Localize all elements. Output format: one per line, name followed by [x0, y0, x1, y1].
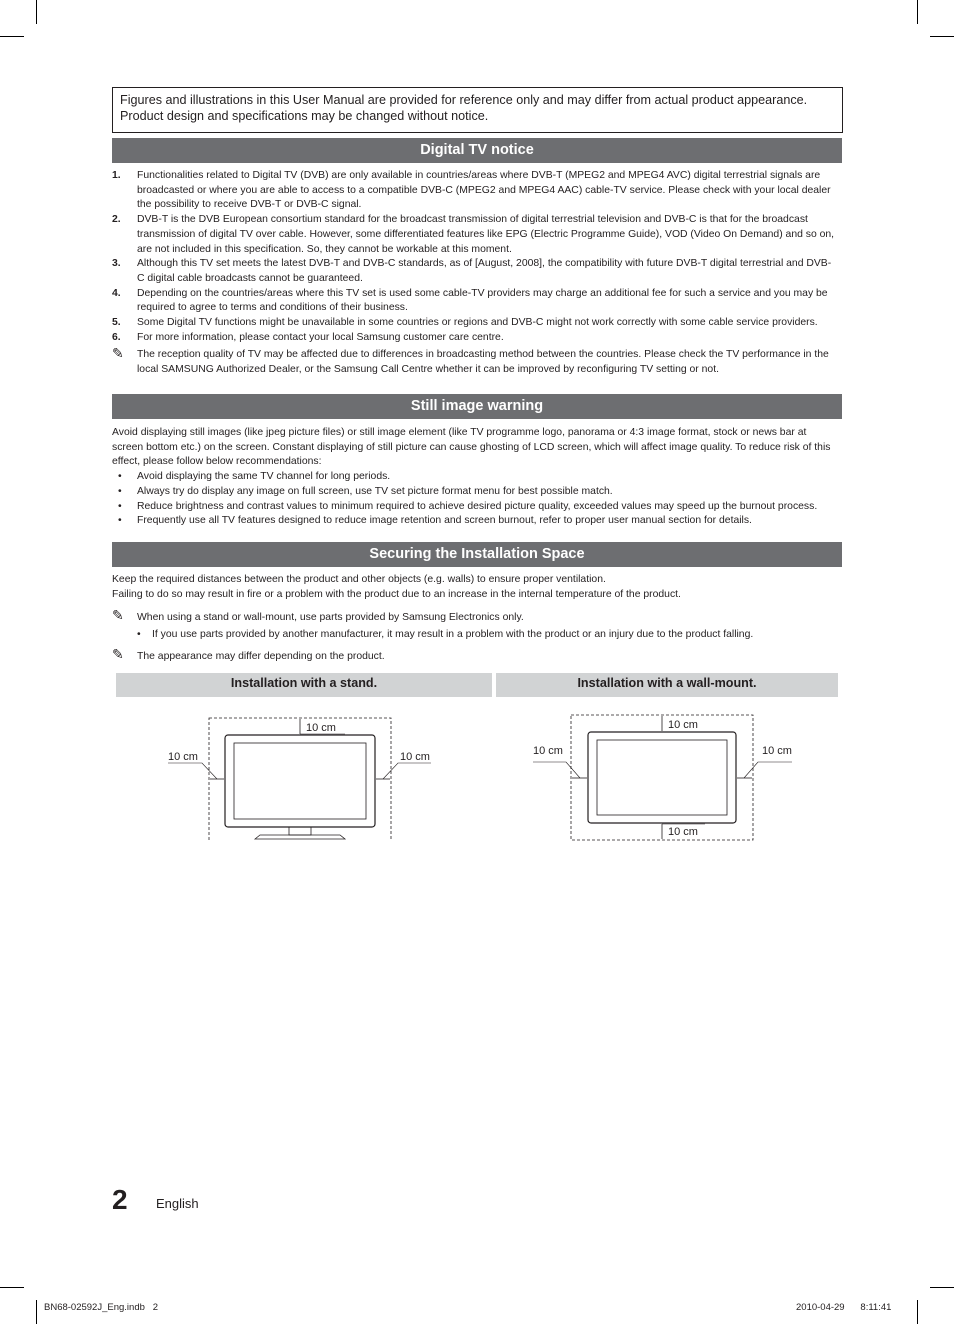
distance-label-right: 10 cm	[400, 751, 430, 763]
note-item	[112, 607, 840, 626]
note-item	[112, 646, 840, 665]
list-number: 6.	[112, 331, 121, 343]
bullet-item	[112, 514, 840, 529]
stand-installation-label: Installation with a stand.	[116, 673, 492, 697]
crop-mark	[917, 1300, 918, 1324]
distance-label-top: 10 cm	[668, 719, 698, 731]
bullet-dot-icon: •	[118, 485, 122, 497]
leader-line	[744, 762, 792, 778]
bullet-text: Frequently use all TV features designed to reduce image retention and screen burnout, refer to proper user manual section for details.	[137, 515, 752, 527]
note-text: The appearance may differ depending on the product.	[137, 651, 385, 662]
wall-installation-diagram	[530, 712, 800, 844]
crop-mark	[36, 0, 37, 24]
bullet-dot-icon: •	[118, 515, 122, 527]
list-item	[112, 169, 838, 213]
section-heading-installation: Securing the Installation Space	[112, 542, 842, 567]
list-text: DVB-T is the DVB European consortium standard for the broadcast transmission of digital terrestrial television and DVB-C is that for the broadcast transmission of digital TV over cable. However, some differentiated features like EPG (Electric Programme Guide), VOD (Video On Demand) and so on, are not included in this specification. So, they cannot be workable at this moment.	[137, 214, 835, 255]
bullet-dot-icon: •	[137, 629, 141, 640]
open-bottom-mask	[202, 840, 398, 845]
crop-mark	[36, 1300, 37, 1324]
list-text: Functionalities related to Digital TV (DVB) are only available in countries/areas where DVB-T (MPEG2 and MPEG4 AVC) digital terrestrial signals are broadcasted or where you are able to access to a compatible DVB-C (MPEG2 and MPEG4 AAC) cable-TV service. Please check with your local dealer the possibility to receive DVB-T or DVB-C signal.	[137, 170, 831, 211]
installation-body	[112, 573, 840, 602]
still-image-intro: Avoid displaying still images (like jpeg picture files) or still image element (like TV programme logo, panorama or 4:3 image format, stock or news bar at screen bottom etc.) on the screen. Constant displaying of still picture can cause ghosting of LCD screen, which will affect image quality. To reduce risk of this effect, please follow below recommendations:	[112, 427, 831, 468]
pencil-note-icon: ✎	[112, 345, 124, 362]
distance-label-left: 10 cm	[533, 745, 563, 757]
file-info: BN68-02592J_Eng.indb 2	[44, 1302, 159, 1313]
leader-line	[383, 763, 431, 779]
print-timestamp: 2010-04-29 8:11:41	[796, 1302, 892, 1313]
list-text: Although this TV set meets the latest DVB-T and DVB-C standards, as of [August, 2008], the compatibility with future DVB-T digital terrestrial and DVB-C digital cable broadcasts cannot be guaranteed.	[137, 258, 832, 284]
bullet-text: Reduce brightness and contrast values to minimum required to achieve desired picture quality, exceeded values may speed up the burnout process.	[137, 500, 818, 512]
note-item	[112, 345, 838, 377]
section-heading-digital-tv: Digital TV notice	[112, 138, 842, 163]
list-number: 4.	[112, 287, 121, 299]
crop-mark	[0, 36, 24, 37]
bullet-dot-icon: •	[118, 500, 122, 512]
bullet-dot-icon: •	[118, 471, 122, 483]
list-item	[112, 213, 838, 257]
sub-bullet-text: If you use parts provided by another manufacturer, it may result in a problem with the product or an injury due to the product falling.	[152, 629, 754, 640]
distance-label-left: 10 cm	[168, 751, 198, 763]
crop-mark	[930, 1287, 954, 1288]
note-text: The reception quality of TV may be affected due to differences in broadcasting method between the countries. Please check the TV performance in the local SAMSUNG Authorized Dealer, or the Samsung Call Centre whether it can be improved by reconfiguring TV setting or not.	[137, 349, 829, 376]
list-number: 5.	[112, 317, 121, 329]
crop-mark	[930, 36, 954, 37]
distance-label-right: 10 cm	[762, 745, 792, 757]
installation-line: Keep the required distances between the product and other objects (e.g. walls) to ensure proper ventilation.	[112, 574, 606, 585]
language-label: English	[156, 1196, 199, 1211]
crop-mark	[0, 1287, 24, 1288]
disclaimer-box: Figures and illustrations in this User Manual are provided for reference only and may differ from actual product appearance. Product design and specifications may be changed without notice.	[112, 87, 843, 133]
tv-frame	[225, 735, 375, 827]
leader-line	[533, 762, 580, 778]
section-heading-still-image: Still image warning	[112, 394, 842, 419]
installation-line: Failing to do so may result in fire or a problem with the product due to an increase in the internal temperature of the product.	[112, 588, 681, 600]
stand-installation-diagram	[150, 705, 450, 845]
sub-bullet-item	[137, 628, 837, 643]
distance-label-top: 10 cm	[306, 722, 336, 734]
leader-line	[168, 763, 217, 779]
pencil-note-icon: ✎	[112, 646, 124, 662]
pencil-note-icon: ✎	[112, 607, 124, 623]
bullet-text: Avoid displaying the same TV channel for long periods.	[137, 471, 391, 483]
bullet-item	[112, 470, 840, 485]
digital-tv-list	[112, 169, 838, 378]
bullet-item	[112, 485, 840, 500]
list-item	[112, 257, 838, 286]
list-number: 3.	[112, 258, 121, 270]
still-image-body	[112, 426, 840, 529]
tv-stand-base	[255, 835, 345, 839]
distance-label-bottom: 10 cm	[668, 826, 698, 838]
bullet-text: Always try do display any image on full screen, use TV set picture format menu for best possible match.	[137, 485, 613, 497]
tv-stand-neck	[289, 827, 311, 835]
crop-mark	[917, 0, 918, 24]
bullet-item	[112, 500, 840, 515]
note-text: When using a stand or wall-mount, use parts provided by Samsung Electronics only.	[137, 612, 524, 623]
list-item	[112, 331, 838, 346]
page-number: 2	[112, 1184, 128, 1215]
tv-frame	[588, 732, 736, 823]
list-text: For more information, please contact your local Samsung customer care centre.	[137, 331, 504, 343]
list-text: Some Digital TV functions might be unavailable in some countries or regions and DVB-C might not work correctly with some cable service providers.	[137, 317, 818, 329]
wall-installation-label: Installation with a wall-mount.	[496, 673, 838, 697]
list-item	[112, 287, 838, 316]
list-number: 1.	[112, 170, 121, 181]
list-item	[112, 316, 838, 331]
list-number: 2.	[112, 214, 121, 226]
list-text: Depending on the countries/areas where this TV set is used some cable-TV providers may charge an additional fee for such a service and you may be required to agree to terms and conditions of their business.	[137, 287, 828, 314]
